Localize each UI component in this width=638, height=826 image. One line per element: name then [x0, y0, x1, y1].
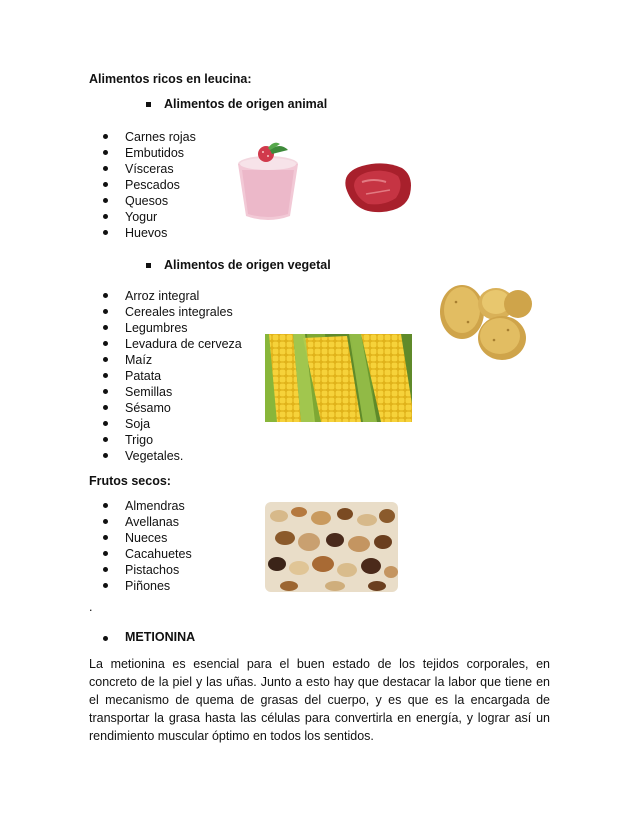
animal-food-item [125, 129, 196, 145]
vegetal-food-item [125, 384, 242, 400]
vegetal-food-item-label: Cereales integrales [125, 305, 233, 319]
square-bullet-icon [146, 263, 151, 268]
bullet-icon [103, 437, 108, 442]
vegetal-food-item-label: Legumbres [125, 321, 188, 335]
animal-food-item-label: Pescados [125, 178, 180, 192]
potatoes-image [438, 282, 538, 364]
nut-item [125, 514, 192, 530]
bullet-icon [103, 405, 108, 410]
animal-food-item [125, 177, 196, 193]
animal-food-item [125, 161, 196, 177]
stray-dot: . [89, 600, 93, 614]
vegetal-food-item [125, 368, 242, 384]
animal-food-item [125, 209, 196, 225]
vegetal-food-item-label: Levadura de cerveza [125, 337, 242, 351]
nut-item-label: Nueces [125, 531, 168, 545]
bullet-icon [103, 636, 108, 641]
vegetal-food-item-label: Trigo [125, 433, 154, 447]
animal-food-item-label: Huevos [125, 226, 168, 240]
vegetal-food-item [125, 432, 242, 448]
bullet-icon [103, 182, 108, 187]
vegetal-food-item [125, 288, 242, 304]
nut-item [125, 498, 192, 514]
animal-food-item-label: Embutidos [125, 146, 185, 160]
vegetal-food-item-label: Sésamo [125, 401, 171, 415]
vegetal-food-item [125, 320, 242, 336]
square-bullet-icon [146, 102, 151, 107]
nuts-list [125, 498, 192, 594]
bullet-icon [103, 535, 108, 540]
bullet-icon [103, 214, 108, 219]
nut-item [125, 530, 192, 546]
red-meat-image [340, 158, 415, 216]
animal-food-item-label: Yogur [125, 210, 158, 224]
corn-image [265, 334, 412, 422]
bullet-icon [103, 150, 108, 155]
bullet-icon [103, 341, 108, 346]
vegetal-food-item-label: Semillas [125, 385, 173, 399]
nut-item [125, 546, 192, 562]
bullet-icon [103, 519, 108, 524]
animal-food-item-label: Carnes rojas [125, 130, 196, 144]
vegetal-food-item-label: Patata [125, 369, 162, 383]
bullet-icon [103, 357, 108, 362]
vegetal-food-item-label: Soja [125, 417, 151, 431]
vegetal-food-item [125, 336, 242, 352]
metionina-paragraph: La metionina es esencial para el buen estado de los tejidos corporales, en concreto de la piel y las uñas. Junto a esto hay que destacar la labor que tiene en el mecanismo de quema de grasas del cuerpo, y es que es la encargada de transportar la grasa hasta las células para convertirla en energía, y lograr así un rendimiento muscular óptimo en todos los sentidos. [89, 657, 550, 743]
vegetal-food-item-label: Vegetales. [125, 449, 184, 463]
section-title-frutos-secos: Frutos secos: [89, 474, 171, 488]
bullet-icon [103, 325, 108, 330]
animal-food-item [125, 193, 196, 209]
animal-food-item [125, 145, 196, 161]
bullet-icon [103, 567, 108, 572]
nuts-image [265, 502, 398, 592]
section-title-leucina: Alimentos ricos en leucina: [89, 72, 252, 86]
vegetal-heading: Alimentos de origen vegetal [164, 258, 331, 272]
bullet-icon [103, 551, 108, 556]
bullet-icon [103, 389, 108, 394]
nut-item [125, 578, 192, 594]
animal-food-list [125, 129, 196, 241]
bullet-icon [103, 583, 108, 588]
bullet-icon [103, 503, 108, 508]
bullet-icon [103, 134, 108, 139]
animal-heading: Alimentos de origen animal [164, 97, 328, 111]
bullet-icon [103, 293, 108, 298]
nut-item-label: Almendras [125, 499, 185, 513]
vegetal-food-list [125, 288, 242, 464]
nut-item-label: Cacahuetes [125, 547, 192, 561]
nut-item-label: Piñones [125, 579, 171, 593]
animal-food-item [125, 225, 196, 241]
bullet-icon [103, 230, 108, 235]
bullet-icon [103, 309, 108, 314]
vegetal-food-item [125, 352, 242, 368]
bullet-icon [103, 373, 108, 378]
bullet-icon [103, 166, 108, 171]
bullet-icon [103, 198, 108, 203]
nut-item-label: Pistachos [125, 563, 180, 577]
bullet-icon [103, 421, 108, 426]
animal-food-item-label: Quesos [125, 194, 169, 208]
nut-item-label: Avellanas [125, 515, 179, 529]
vegetal-food-item [125, 400, 242, 416]
yogurt-image [232, 140, 304, 224]
vegetal-food-item-label: Arroz integral [125, 289, 200, 303]
animal-food-item-label: Vísceras [125, 162, 174, 176]
vegetal-food-item [125, 416, 242, 432]
nut-item [125, 562, 192, 578]
vegetal-food-item [125, 448, 242, 464]
vegetal-food-item [125, 304, 242, 320]
section-title-metionina: METIONINA [125, 630, 196, 644]
vegetal-food-item-label: Maíz [125, 353, 153, 367]
bullet-icon [103, 453, 108, 458]
